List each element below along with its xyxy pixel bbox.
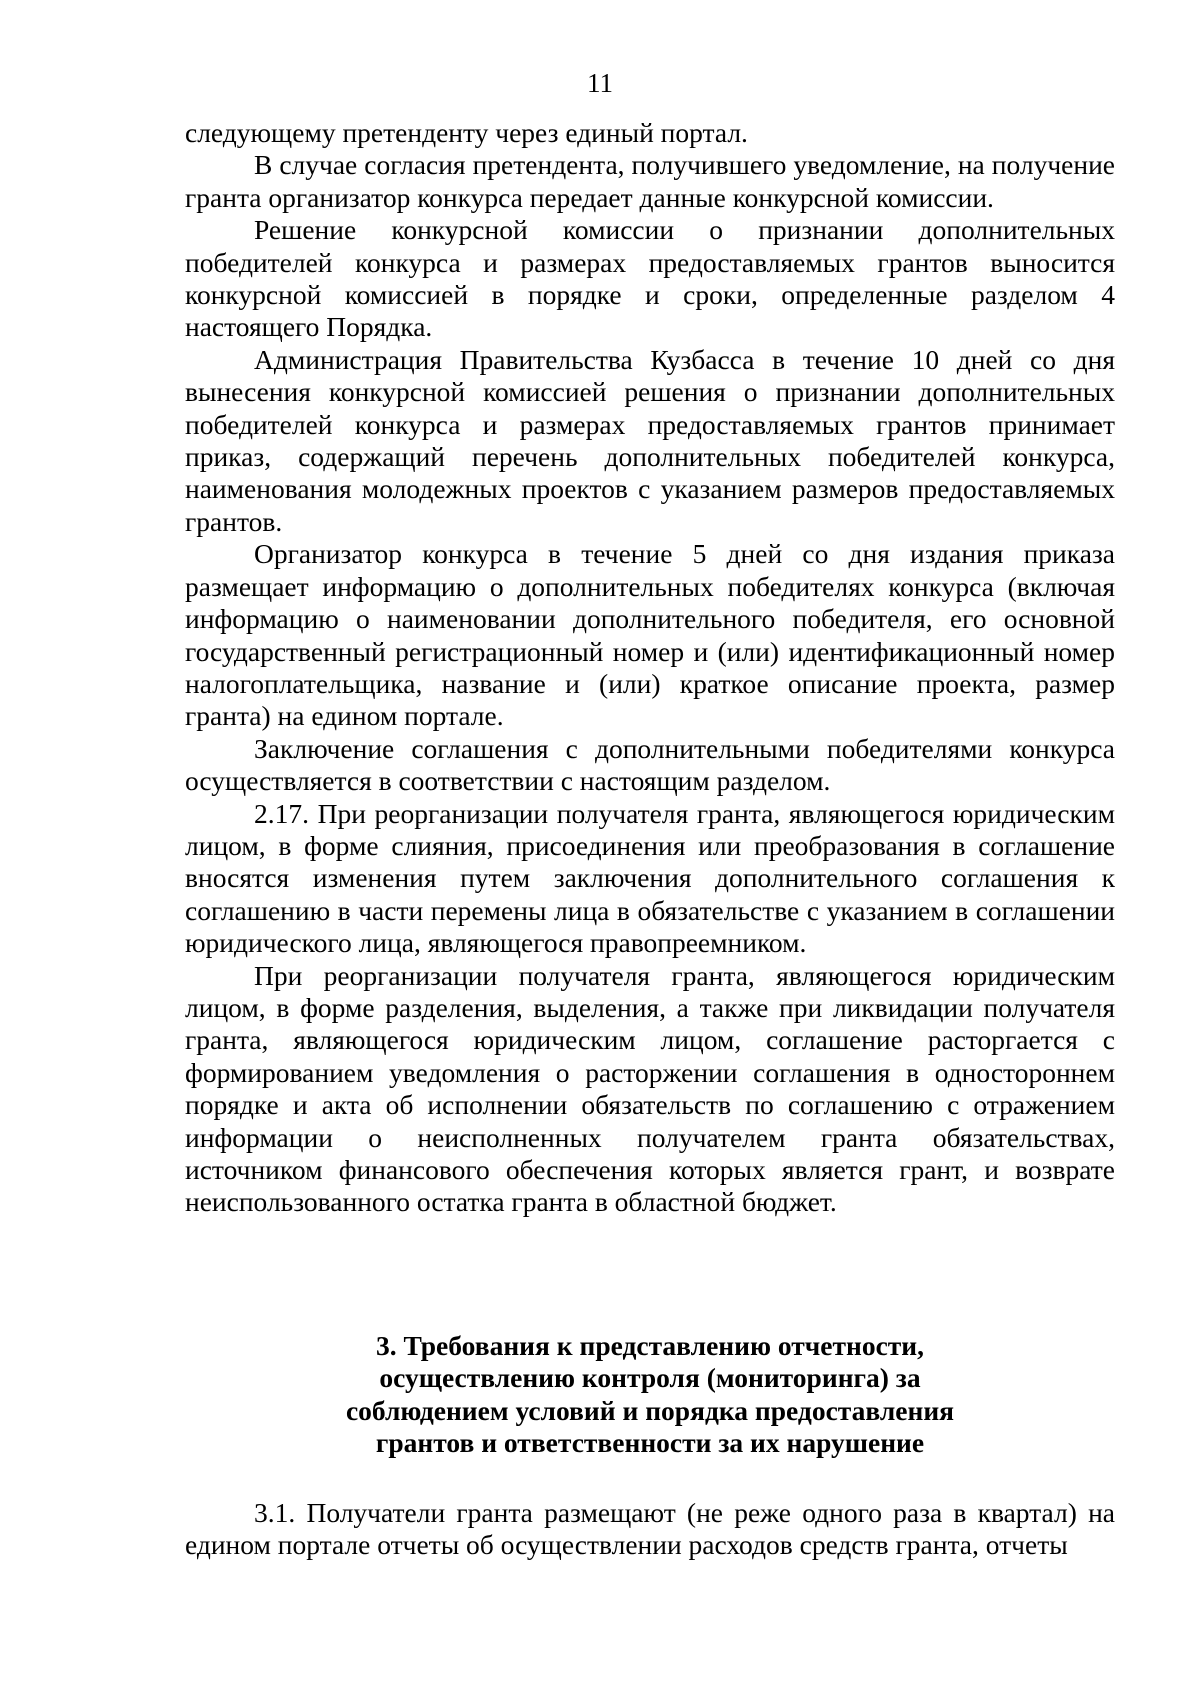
paragraph-2-17-reorganization: 2.17. При реорганизации получателя гранта, являющегося юридическим лицом, в форме слияния, присоединения или преобразования в соглашение вносятся изменения путем заключения дополнительного соглашения к соглашению в части перемены лица в обязательстве с указанием в соглашении юридического лица, являющегося правопреемником. [185, 797, 1115, 959]
section-3-heading [185, 1330, 1115, 1460]
section-heading-line: 3. Требования к представлению отчетности, [375, 1330, 925, 1361]
section-heading-line: осуществлению контроля (мониторинга) за [379, 1362, 921, 1394]
paragraph-consent: В случае согласия претендента, получившего уведомление, на получение гранта организатор конкурса передает данные конкурсной комиссии. [185, 149, 1115, 213]
paragraph-organizer-publication: Организатор конкурса в течение 5 дней со дня издания приказа размещает информацию о дополнительных победителях конкурса (включая информацию о наименовании дополнительного победителя, его основной государственный регистрационный номер и (или) идентификационный номер налогоплательщика, название и (или) краткое описание проекта, размер гранта) на едином портале. [185, 538, 1115, 732]
section-3-body [185, 1497, 1115, 1562]
paragraph-agreement-conclusion: Заключение соглашения с дополнительными победителями конкурса осуществляется в соответствии с настоящим разделом. [185, 732, 1115, 797]
section-heading-line: соблюдением условий и порядка предоставления [345, 1394, 955, 1426]
paragraph-continuation: следующему претенденту через единый портал. [185, 117, 748, 148]
paragraph-reorganization-termination: При реорганизации получателя гранта, являющегося юридическим лицом, в форме разделения, выделения, а также при ликвидации получателя гранта, являющегося юридическим лицом, соглашение расторгается с формированием уведомления о расторжении соглашения в одностороннем порядке и акта об исполнении обязательств по соглашению с отражением информации о неисполненных получателем гранта обязательствах, источником финансового обеспечения которых является грант, и возврате неиспользованного остатка гранта в областной бюджет. [185, 959, 1115, 1218]
page-number: 11 [587, 68, 613, 98]
paragraph-commission-decision: Решение конкурсной комиссии о признании дополнительных победителей конкурса и размерах предоставляемых грантов выносится конкурсной комиссией в порядке и сроки, определенные разделом 4 настоящего Порядка. [185, 214, 1115, 343]
paragraph-3-1: 3.1. Получатели гранта размещают (не реже одного раза в квартал) на едином портале отчеты об осуществлении расходов средств гранта, отчеты [185, 1497, 1115, 1561]
body-text [185, 117, 1115, 1219]
section-heading-line: грантов и ответственности за их нарушение [375, 1427, 925, 1459]
paragraph-administration-order: Администрация Правительства Кузбасса в течение 10 дней со дня вынесения конкурсной комиссией решения о признании дополнительных победителей конкурса и размерах предоставляемых грантов принимает приказ, содержащий перечень дополнительных победителей конкурса, наименования молодежных проектов с указанием размеров предоставляемых грантов. [185, 343, 1115, 537]
